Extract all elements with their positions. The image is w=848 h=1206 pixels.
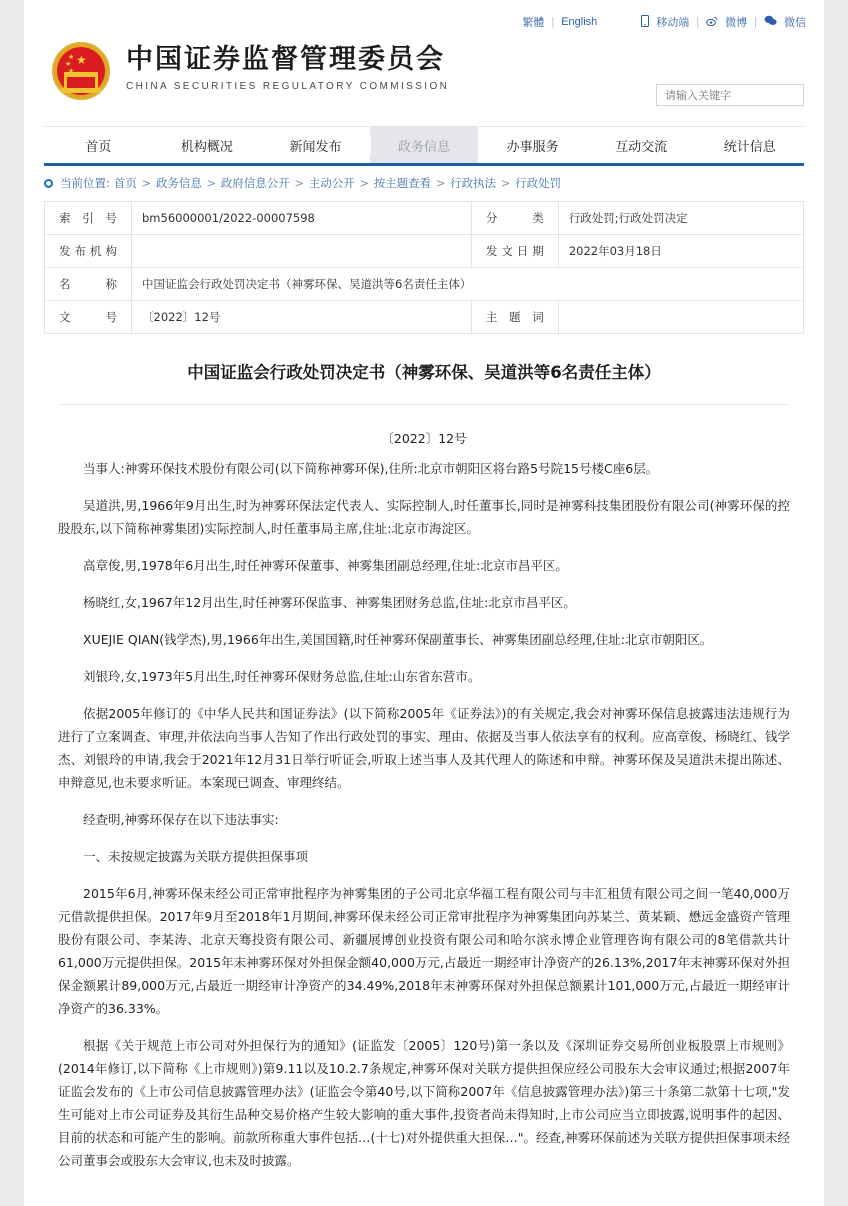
meta-key-left: 名 称	[45, 268, 132, 301]
breadcrumb-item-6[interactable]: 行政处罚	[515, 176, 562, 190]
meta-value-left: 中国证监会行政处罚决定书（神雾环保、吴道洪等6名责任主体）	[132, 268, 804, 301]
breadcrumb	[44, 175, 804, 191]
location-marker-icon	[44, 179, 53, 188]
mobile-link[interactable]: 移动端	[656, 17, 690, 29]
brand-title-cn: 中国证券监督管理委员会	[126, 44, 445, 75]
document-number: 〔2022〕12号	[381, 431, 467, 446]
meta-key-left: 索 引 号	[45, 202, 132, 235]
nav-item-6[interactable]	[695, 127, 804, 163]
page-title: 中国证监会行政处罚决定书（神雾环保、吴道洪等6名责任主体）	[187, 363, 661, 382]
meta-value-right: 行政处罚;行政处罚决定	[558, 202, 803, 235]
article-paragraph-3: 杨晓红,女,1967年12月出生,时任神雾环保监事、神雾集团财务总监,住址:北京市昌平区。	[83, 595, 576, 610]
weibo-icon	[706, 16, 718, 29]
article-paragraph-2: 高章俊,男,1978年6月出生,时任神雾环保董事、神雾集团副总经理,住址:北京市昌平区。	[83, 558, 568, 573]
weibo-link[interactable]: 微博	[725, 17, 748, 29]
utility-separator: |	[551, 16, 555, 28]
nav-item-label: 办事服务	[506, 139, 559, 155]
breadcrumb-item-2[interactable]: 政府信息公开	[220, 176, 290, 190]
breadcrumb-separator: >	[137, 176, 155, 190]
breadcrumb-item-1[interactable]: 政务信息	[155, 176, 202, 190]
article-paragraph-10: 根据《关于规范上市公司对外担保行为的通知》(证监发〔2005〕120号)第一条以及《深圳证券交易所创业板股票上市规则》(2014年修订,以下简称《上市规则》)第9.11以及10.2.7条规定,神雾环保对关联方提供担保应经公司股东大会审议通过;根据2007年证监会发布的《上市公司信息披露管理办法》(证监会令第40号,以下简称2007年《信息披露管理办法》)第三十条第二款第十七项,"发生可能对上市公司证券及其衍生品种交易价格产生较大影响的重大事件,投资者尚未得知时,上市公司应当立即披露,说明事件的起因、目前的状态和可能产生的影响。前款所称重大事件包括…(十七)对外提供重大担保…"。经查,神雾环保前述为关联方提供担保事项未经公司董事会或股东大会审议,也未及时披露。	[58, 1038, 790, 1168]
brand-block	[126, 38, 449, 92]
breadcrumb-separator: >	[202, 176, 220, 190]
nav-item-2[interactable]	[261, 127, 370, 163]
nav-item-label: 新闻发布	[289, 139, 342, 155]
meta-key-left: 发布机构	[45, 235, 132, 268]
meta-value-left	[132, 235, 472, 268]
meta-key-right: 发文日期	[471, 235, 558, 268]
utility-bar	[24, 0, 824, 34]
utility-separator-3: |	[754, 16, 757, 28]
national-emblem-icon	[52, 42, 110, 100]
article-body	[58, 457, 790, 1172]
lang-english-link[interactable]: English	[561, 16, 598, 28]
breadcrumb-item-4[interactable]: 按主题查看	[373, 176, 432, 190]
meta-value-right	[558, 301, 803, 334]
social-links	[641, 14, 806, 30]
nav-item-label: 首页	[85, 139, 112, 155]
utility-separator-2: |	[696, 16, 700, 28]
nav-item-0[interactable]	[44, 127, 153, 163]
nav-item-1[interactable]	[153, 127, 262, 163]
table-row	[45, 268, 804, 301]
page-container	[24, 0, 824, 1206]
breadcrumb-separator: >	[432, 176, 450, 190]
emblem-gate	[64, 72, 98, 88]
article-paragraph-9: 2015年6月,神雾环保未经公司正常审批程序为神雾集团的子公司北京华福工程有限公司与丰汇租赁有限公司之间一笔40,000万元借款提供担保。2017年9月至2018年1月期间,神雾环保未经公司正常审批程序为神雾集团向苏某兰、黄某颖、懋远金盛资产管理股份有限公司、李某涛、北京天骞投资有限公司、新疆展博创业投资有限公司和哈尔滨永博企业管理咨询有限公司的8笔借款共计61,000万元提供担保。2015年末神雾环保对外担保金额40,000万元,占最近一期经审计净资产的26.13%,2017年末神雾环保对外担保金额累计89,000万元,占最近一期经审计净资产的34.49%,2018年末神雾环保对外担保总额累计101,000万元,占最近一期经审计净资产的36.33%。	[58, 886, 790, 1016]
article-paragraph-6: 依据2005年修订的《中华人民共和国证券法》(以下简称2005年《证券法》)的有关规定,我会对神雾环保信息披露违法违规行为进行了立案调查、审理,并依法向当事人告知了作出行政处罚的事实、理由、依据及当事人依法享有的权利。应高章俊、杨晓红、钱学杰、刘银玲的申请,我会于2021年12月31日举行听证会,听取上述当事人及其代理人的陈述和申辩。神雾环保及吴道洪未提出陈述、申辩意见,也未要求听证。本案现已调查、审理终结。	[58, 706, 790, 790]
meta-value-right: 2022年03月18日	[558, 235, 803, 268]
emblem-star-1: ★	[68, 54, 75, 61]
nav-item-label: 政务信息	[398, 139, 451, 155]
article-paragraph-8: 一、未按规定披露为关联方提供担保事项	[83, 849, 309, 864]
wechat-link[interactable]: 微信	[784, 17, 806, 29]
article-paragraph-1: 吴道洪,男,1966年9月出生,时为神雾环保法定代表人、实际控制人,时任董事长,同时是神雾科技集团股份有限公司(神雾环保的控股股东,以下简称神雾集团)实际控制人,时任董事局主席,住址:北京市海淀区。	[58, 498, 790, 536]
breadcrumb-item-0[interactable]: 首页	[113, 176, 137, 190]
wechat-icon	[764, 15, 777, 29]
nav-item-3[interactable]	[370, 127, 479, 163]
breadcrumb-item-3[interactable]: 主动公开	[308, 176, 355, 190]
breadcrumb-separator: >	[497, 176, 515, 190]
meta-key-right: 主 题 词	[471, 301, 558, 334]
lang-traditional-link[interactable]: 繁體	[522, 17, 545, 29]
language-switcher	[522, 14, 597, 30]
article-paragraph-0: 当事人:神雾环保技术股份有限公司(以下简称神雾环保),住所:北京市朝阳区将台路5号院15号楼C座6层。	[83, 461, 659, 476]
nav-item-label: 互动交流	[615, 139, 668, 155]
meta-value-left: 〔2022〕12号	[132, 301, 472, 334]
article-paragraph-5: 刘银玲,女,1973年5月出生,时任神雾环保财务总监,住址:山东省东营市。	[83, 669, 481, 684]
nav-item-4[interactable]	[478, 127, 587, 163]
main-nav	[44, 126, 804, 166]
breadcrumb-items	[114, 175, 561, 191]
breadcrumb-item-5[interactable]: 行政执法	[450, 176, 497, 190]
table-row	[45, 202, 804, 235]
nav-item-label: 机构概况	[180, 139, 233, 155]
emblem-star-2: ★	[65, 61, 72, 68]
emblem-star-large: ★	[76, 53, 87, 67]
search-box[interactable]	[656, 84, 804, 106]
nav-item-5[interactable]	[587, 127, 696, 163]
site-header	[24, 34, 824, 126]
article	[58, 360, 790, 1172]
meta-key-right: 分 类	[471, 202, 558, 235]
document-metadata-table	[44, 201, 804, 334]
article-paragraph-7: 经查明,神雾环保存在以下违法事实:	[83, 812, 279, 827]
search-input[interactable]	[663, 88, 797, 103]
mobile-icon	[641, 15, 649, 30]
table-row	[45, 235, 804, 268]
emblem-base	[61, 88, 101, 93]
breadcrumb-separator: >	[290, 176, 308, 190]
meta-value-left: bm56000001/2022-00007598	[132, 202, 472, 235]
meta-key-left: 文 号	[45, 301, 132, 334]
brand-title-en: CHINA SECURITIES REGULATORY COMMISSION	[126, 81, 450, 92]
table-row	[45, 301, 804, 334]
breadcrumb-label: 当前位置:	[60, 176, 110, 190]
nav-item-label: 统计信息	[723, 139, 776, 155]
breadcrumb-separator: >	[355, 176, 373, 190]
title-divider	[58, 404, 790, 405]
article-paragraph-4: XUEJIE QIAN(钱学杰),男,1966年出生,美国国籍,时任神雾环保副董事长、神雾集团副总经理,住址:北京市朝阳区。	[83, 632, 713, 647]
